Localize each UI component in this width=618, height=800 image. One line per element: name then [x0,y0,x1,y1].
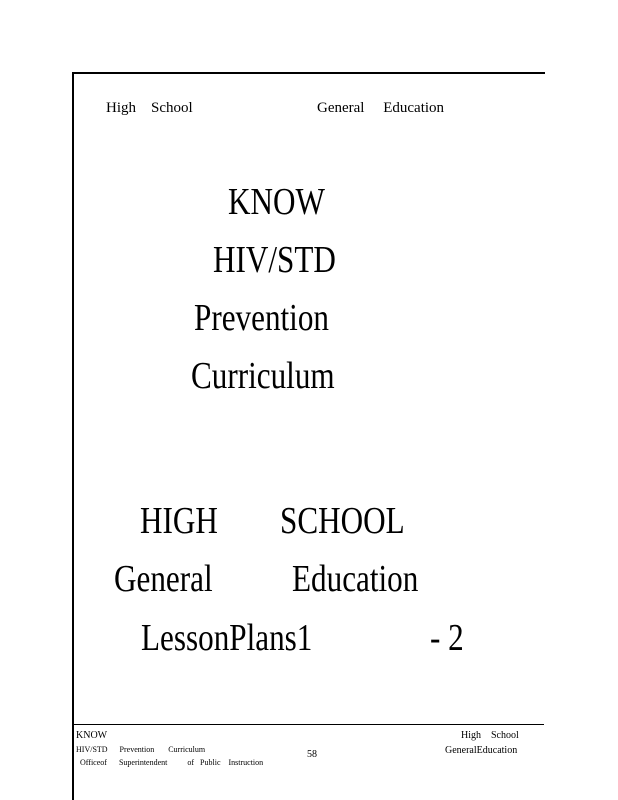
footer-left-line-3: Officeof Superintendent of Public Instruction [80,758,264,767]
subtitle-high: HIGH [140,500,218,542]
header-right: General Education [317,100,445,116]
header-left: High School [106,100,193,116]
top-rule [72,72,545,74]
title-line-3: Prevention [194,297,330,339]
left-rule [72,72,74,800]
footer-left-line-1: KNOW [76,730,108,741]
subtitle-general: General [114,558,213,600]
title-line-4: Curriculum [191,355,335,397]
subtitle-lesson-plans: LessonPlans1 [141,617,313,659]
footer-right-line-2: GeneralEducation [445,745,518,756]
footer-left-line-2: HIV/STD Prevention Curriculum [76,745,206,754]
footer-rule [74,724,544,725]
subtitle-school: SCHOOL [280,500,405,542]
title-line-1: KNOW [228,181,325,223]
subtitle-education: Education [292,558,419,600]
subtitle-range-end: - 2 [430,617,464,659]
footer-right-line-1: High School [461,730,519,741]
title-line-2: HIV/STD [213,239,336,281]
footer-page-number: 58 [307,749,317,760]
